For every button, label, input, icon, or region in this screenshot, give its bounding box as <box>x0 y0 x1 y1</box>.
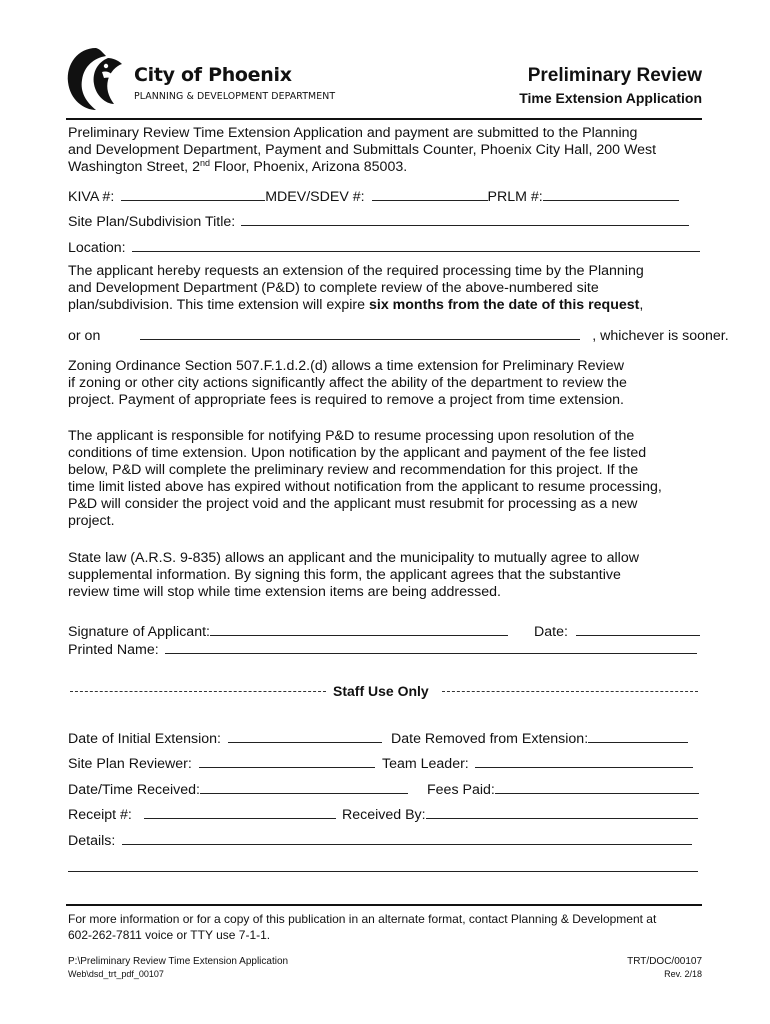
state-law-line: State law (A.R.S. 9-835) allows an applicant and the municipality to mutually agree to allow <box>68 550 639 566</box>
initial-extension-field[interactable] <box>228 729 382 743</box>
six-months-emphasis: six months from the date of this request <box>368 297 640 313</box>
responsibility-paragraph <box>68 428 708 530</box>
initial-extension-row <box>68 729 382 746</box>
details-row <box>68 831 692 848</box>
phoenix-logo <box>62 44 128 114</box>
fees-row <box>427 780 699 797</box>
header-rule <box>66 118 702 120</box>
team-leader-label: Team Leader: <box>382 756 469 772</box>
details-field[interactable] <box>122 831 692 845</box>
whichever-label: , whichever is sooner. <box>592 328 729 344</box>
form-subtitle: Time Extension Application <box>519 90 702 106</box>
expire-date-field[interactable] <box>140 326 580 340</box>
state-law-line: review time will stop while time extension items are being addressed. <box>68 584 501 600</box>
initial-extension-label: Date of Initial Extension: <box>68 731 221 747</box>
org-name: City of Phoenix <box>134 64 292 86</box>
responsibility-line: time limit listed above has expired without notification from the applicant to resume processing, <box>68 479 662 495</box>
footer-info-line: 602-262-7811 voice or TTY use 7-1-1. <box>68 928 271 942</box>
request-line: and Development Department (P&D) to complete review of the above-numbered site <box>68 280 599 296</box>
kiva-label: KIVA #: <box>68 189 115 205</box>
received-by-row <box>342 805 698 822</box>
responsibility-line: below, P&D will complete the preliminary review and recommendation for this project. If the <box>68 462 639 478</box>
reviewer-label: Site Plan Reviewer: <box>68 756 192 772</box>
footer-info <box>68 911 708 943</box>
fees-label: Fees Paid: <box>427 782 495 798</box>
responsibility-line: The applicant is responsible for notifying P&D to resume processing upon resolution of the <box>68 428 635 444</box>
zoning-line: project. Payment of appropriate fees is required to remove a project from time extension. <box>68 392 624 408</box>
state-law-paragraph <box>68 550 708 601</box>
staff-use-heading: Staff Use Only <box>333 683 429 699</box>
footer-rev: Rev. 2/18 <box>664 969 702 979</box>
footer-rule <box>66 904 702 906</box>
zoning-paragraph <box>68 358 708 409</box>
zoning-line: Zoning Ordinance Section 507.F.1.d.2.(d) allows a time extension for Preliminary Review <box>68 358 624 374</box>
dept-name: PLANNING & DEVELOPMENT DEPARTMENT <box>134 91 336 102</box>
or-on-label: or on <box>68 328 101 344</box>
reviewer-row <box>68 754 375 771</box>
footer-info-line: For more information or for a copy of this publication in an alternate format, contact Planning & Development at <box>68 912 657 926</box>
receipt-row <box>68 805 336 822</box>
intro-line: and Development Department, Payment and Submittals Counter, Phoenix City Hall, 200 West <box>68 142 657 158</box>
staff-divider-right <box>442 691 698 693</box>
site-title-label: Site Plan/Subdivision Title: <box>68 214 236 230</box>
intro-line: Washington Street, 2nd Floor, Phoenix, Arizona 85003. <box>68 158 408 175</box>
expire-date-row <box>68 326 729 343</box>
team-leader-field[interactable] <box>475 754 693 768</box>
phoenix-bird-icon <box>62 44 128 114</box>
received-time-label: Date/Time Received: <box>68 782 200 798</box>
footer-web: Web\dsd_trt_pdf_00107 <box>68 969 164 979</box>
prlm-field[interactable] <box>543 187 679 201</box>
mdev-label: MDEV/SDEV #: <box>265 189 365 205</box>
details-field-continued[interactable] <box>68 871 698 872</box>
received-time-field[interactable] <box>200 780 408 794</box>
prlm-label: PRLM #: <box>487 189 543 205</box>
signature-date-label: Date: <box>534 624 568 640</box>
responsibility-line: P&D will consider the project void and the applicant must resubmit for processing as a new <box>68 496 638 512</box>
site-title-field[interactable] <box>241 212 689 226</box>
footer-doc-id: TRT/DOC/00107 <box>627 956 702 967</box>
printed-name-row <box>68 640 697 657</box>
intro-line: Preliminary Review Time Extension Application and payment are submitted to the Planning <box>68 125 638 141</box>
zoning-line: if zoning or other city actions significantly affect the ability of the department to review the <box>68 375 627 391</box>
receipt-field[interactable] <box>144 805 336 819</box>
request-line: The applicant hereby requests an extension of the required processing time by the Planning <box>68 263 644 279</box>
signature-label: Signature of Applicant: <box>68 624 210 640</box>
signature-date-row <box>534 622 700 639</box>
staff-divider-left <box>70 691 326 693</box>
id-fields-row <box>68 187 679 204</box>
receipt-label: Receipt #: <box>68 807 132 823</box>
state-law-line: supplemental information. By signing this form, the applicant agrees that the substantive <box>68 567 621 583</box>
removed-label: Date Removed from Extension: <box>391 731 589 747</box>
footer-path: P:\Preliminary Review Time Extension Application <box>68 956 289 967</box>
responsibility-line: conditions of time extension. Upon notification by the applicant and payment of the fee listed <box>68 445 647 461</box>
received-time-row <box>68 780 408 797</box>
received-by-label: Received By: <box>342 807 426 823</box>
printed-name-field[interactable] <box>165 640 697 654</box>
form-title: Preliminary Review <box>527 65 702 86</box>
request-line: plan/subdivision. This time extension will expire six months from the date of this request, <box>68 297 644 313</box>
signature-field[interactable] <box>210 622 508 636</box>
fees-field[interactable] <box>495 780 699 794</box>
removed-row <box>391 729 688 746</box>
site-title-row <box>68 212 689 229</box>
received-by-field[interactable] <box>426 805 698 819</box>
reviewer-field[interactable] <box>199 754 375 768</box>
responsibility-line: project. <box>68 513 115 529</box>
location-row <box>68 238 700 255</box>
location-label: Location: <box>68 240 126 256</box>
intro-paragraph <box>68 125 708 176</box>
team-leader-row <box>382 754 693 771</box>
printed-name-label: Printed Name: <box>68 642 159 658</box>
location-field[interactable] <box>132 238 700 252</box>
signature-date-field[interactable] <box>576 622 700 636</box>
kiva-field[interactable] <box>121 187 265 201</box>
mdev-field[interactable] <box>372 187 488 201</box>
request-paragraph <box>68 263 708 314</box>
removed-field[interactable] <box>588 729 688 743</box>
signature-row <box>68 622 508 639</box>
details-label: Details: <box>68 833 116 849</box>
